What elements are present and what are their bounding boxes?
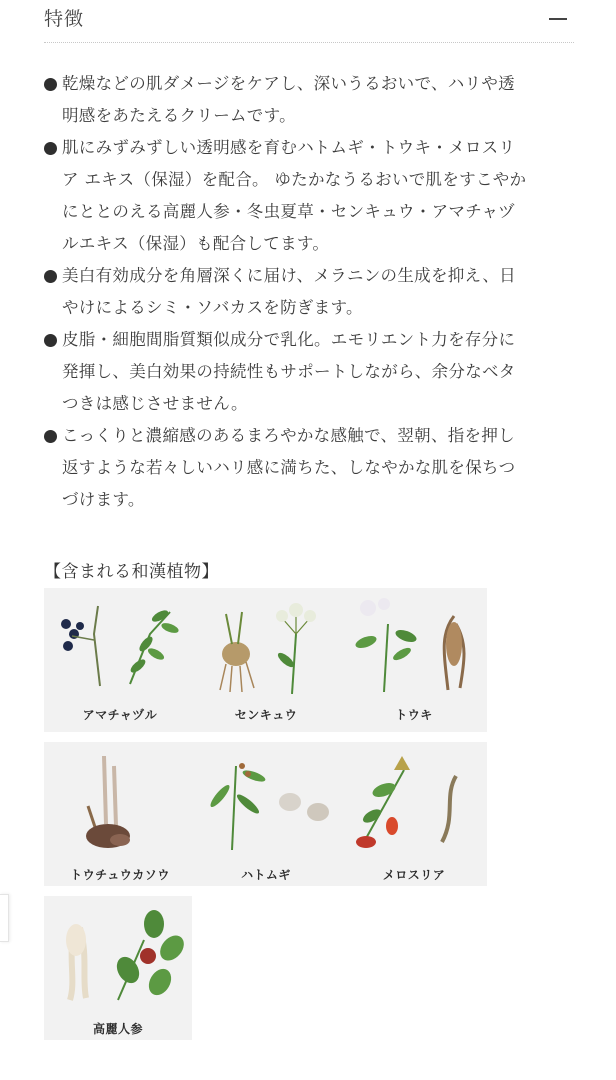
section-title: 特徴 <box>44 8 85 30</box>
feature-line: 肌にみずみずしい透明感を育むハトムギ・トウキ・メロスリ <box>62 138 516 157</box>
plant-label: アマチャヅル <box>82 708 158 722</box>
feature-line: 明感をあたえるクリームです。 <box>62 106 296 125</box>
bullet-icon <box>44 334 57 347</box>
feature-item <box>44 324 564 420</box>
feature-line: 乾燥などの肌ダメージをケアし、深いうるおいで、ハリや透 <box>62 74 515 93</box>
feature-line: 皮脂・細胞間脂質類似成分で乳化。エモリエント力を存分に <box>62 330 516 349</box>
feature-line: 美白有効成分を角層深くに届け、メラニンの生成を抑え、日 <box>62 266 516 285</box>
plant-label: トウチュウカソウ <box>70 868 170 882</box>
plant-label: 高麗人参 <box>92 1022 143 1036</box>
side-scroll-tab[interactable] <box>0 894 9 942</box>
feature-line: づけます。 <box>62 490 145 509</box>
plant-card-touki <box>344 594 484 724</box>
touki-illustration <box>344 594 484 694</box>
plant-panel-row-1 <box>44 588 487 732</box>
feature-list <box>44 68 564 516</box>
feature-line: ア エキス（保湿）を配合。 ゆたかなうるおいで肌をすこやか <box>62 170 527 189</box>
collapse-toggle-button[interactable] <box>546 6 572 32</box>
feature-item <box>44 420 564 516</box>
bullet-icon <box>44 142 57 155</box>
feature-item <box>44 260 564 324</box>
plant-card-melothria <box>344 746 484 882</box>
melothria-illustration <box>344 746 484 850</box>
feature-line: ルエキス（保湿）も配合してます。 <box>62 234 330 253</box>
feature-item <box>44 132 564 260</box>
plant-card-hatomugi <box>196 746 336 882</box>
touchuukasou-illustration <box>50 746 190 850</box>
plant-panel-row-2 <box>44 742 487 886</box>
plant-label: センキュウ <box>234 708 298 722</box>
senkyu-illustration <box>196 594 336 694</box>
feature-line: やけによるシミ・ソバカスを防ぎます。 <box>62 298 363 317</box>
plant-card-touchuukasou <box>50 746 190 882</box>
feature-line: 返すような若々しいハリ感に満ちた、しなやかな肌を保ちつ <box>62 458 516 477</box>
bullet-icon <box>44 430 57 443</box>
plant-label: トウキ <box>395 708 433 722</box>
feature-line: 発揮し、美白効果の持続性もサポートしながら、余分なベタ <box>62 362 516 381</box>
plant-label: メロスリア <box>382 868 446 882</box>
ginseng-illustration <box>48 900 188 1004</box>
plant-card-ginseng <box>48 900 188 1036</box>
bullet-icon <box>44 270 57 283</box>
feature-line: にととのえる高麗人参・冬虫夏草・センキュウ・アマチャヅ <box>62 202 516 221</box>
amachazuru-illustration <box>50 594 190 694</box>
plant-label: ハトムギ <box>241 868 291 882</box>
plant-card-amachazuru <box>50 594 190 724</box>
bullet-icon <box>44 78 57 91</box>
feature-line: こっくりと濃縮感のあるまろやかな感触で、翌朝、指を押し <box>62 426 515 445</box>
plant-card-senkyu <box>196 594 336 724</box>
hatomugi-illustration <box>196 746 336 850</box>
feature-line: つきは感じさせません。 <box>62 394 248 413</box>
section-header <box>44 0 574 43</box>
plant-panel-row-3 <box>44 896 192 1040</box>
feature-item <box>44 68 564 132</box>
plants-heading: 【含まれる和漢植物】 <box>44 562 219 582</box>
minus-icon <box>549 18 567 20</box>
